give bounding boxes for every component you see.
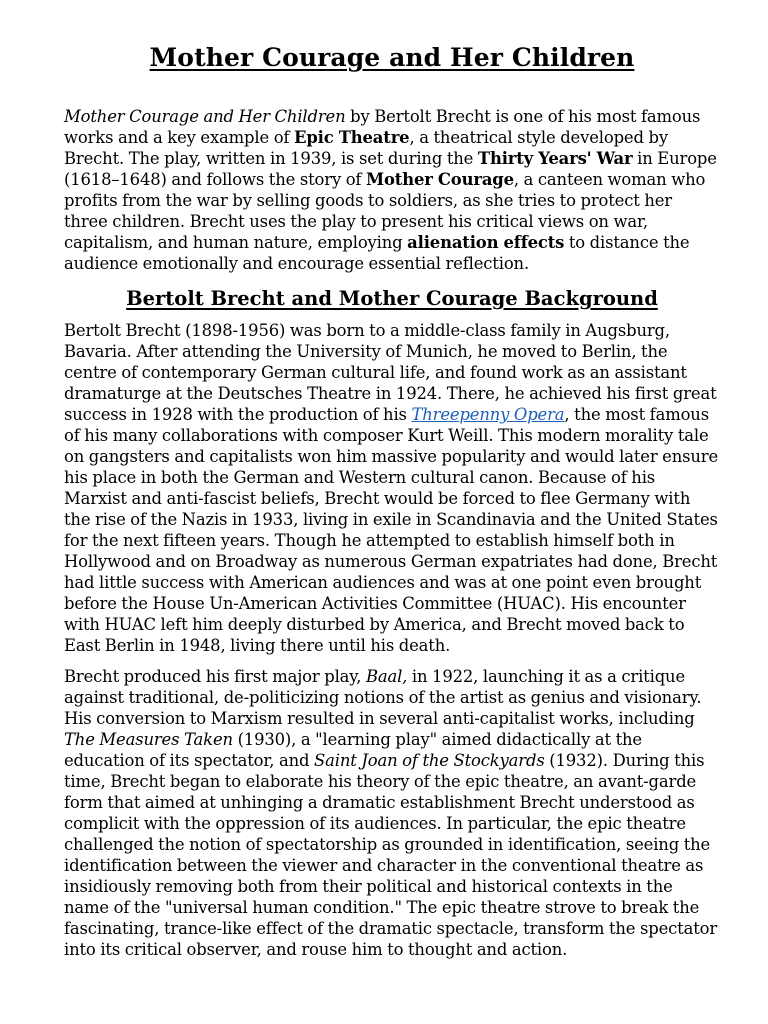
para2-text-1: Brecht produced his first major play, xyxy=(64,667,366,686)
work-baal: Baal, xyxy=(365,667,408,686)
term-mother-courage: Mother Courage xyxy=(366,170,514,189)
background-paragraph-1 xyxy=(64,320,720,656)
intro-text-4: , a canteen woman who profits from the war by selling goods to soldiers, as she tries to protect her three children. Brecht uses the play to present his critical views on war, capitalism, and human nature, employing xyxy=(64,170,706,252)
page-title: Mother Courage and Her Children xyxy=(149,43,635,72)
play-title-italic: Mother Courage and Her Children xyxy=(64,107,346,126)
intro-text-3: in Europe (1618–1648) and follows the story of xyxy=(64,149,717,189)
para2-text-3: (1930), a "learning play" aimed didactically at the education of its spectator, and xyxy=(64,730,642,770)
para1-text-1: Bertolt Brecht (1898-1956) was born to a middle-class family in Augsburg, Bavaria. After attending the University of Munich, he moved to Berlin, the centre of contemporary German cultural life, and found work as an assistant dramaturge at the Deutsches Theatre in 1924. There, he achieved his first great success in 1928 with the production of his xyxy=(64,321,717,424)
threepenny-opera-link[interactable]: Threepenny Opera xyxy=(411,405,565,424)
term-alienation-effects: alienation effects xyxy=(407,233,565,252)
para1-text-2: , the most famous of his many collaborations with composer Kurt Weill. This modern morality tale on gangsters and capitalists won him massive popularity and would later ensure his place in both the German and Western cultural canon. Because of his Marxist and anti-fascist beliefs, Brecht would be forced to flee Germany with the rise of the Nazis in 1933, living in exile in Scandinavia and the United States for the next fifteen years. Though he attempted to establish himself both in Hollywood and on Broadway as numerous German expatriates had done, Brecht had little success with American audiences and was at one point even brought before the House Un-American Activities Committee (HUAC). His encounter with HUAC left him deeply disturbed by America, and Brecht moved back to East Berlin in 1948, living there until his death. xyxy=(64,405,719,655)
work-measures-taken: The Measures Taken xyxy=(64,730,233,749)
work-saint-joan: Saint Joan of the Stockyards xyxy=(314,751,545,770)
term-thirty-years-war: Thirty Years' War xyxy=(477,149,633,168)
intro-text-5: to distance the audience emotionally and encourage essential reflection. xyxy=(64,233,690,273)
section-heading: Bertolt Brecht and Mother Courage Background xyxy=(126,287,658,310)
para2-text-4: (1932). During this time, Brecht began to elaborate his theory of the epic theatre, an avant-garde form that aimed at unhinging a dramatic establishment Brecht understood as complicit with the oppression of its audiences. In particular, the epic theatre challenged the notion of spectatorship as grounded in identification, seeing the identification between the viewer and character in the conventional theatre as insidiously removing both from their political and historical contexts in the name of the "universal human condition." The epic theatre strove to break the fascinating, trance-like effect of the dramatic spectacle, transform the spectator into its critical observer, and rouse him to thought and action. xyxy=(64,751,718,959)
document-page xyxy=(64,40,720,970)
intro-paragraph xyxy=(64,106,720,274)
intro-text-1: by Bertolt Brecht is one of his most famous works and a key example of xyxy=(64,107,701,147)
background-paragraph-2 xyxy=(64,666,720,960)
para2-text-2: in 1922, launching it as a critique against traditional, de-politicizing notions of the artist as genius and visionary. His conversion to Marxism resulted in several anti-capitalist works, including xyxy=(64,667,702,728)
intro-text-2: , a theatrical style developed by Brecht. The play, written in 1939, is set during the xyxy=(64,128,668,168)
term-epic-theatre: Epic Theatre xyxy=(294,128,410,147)
